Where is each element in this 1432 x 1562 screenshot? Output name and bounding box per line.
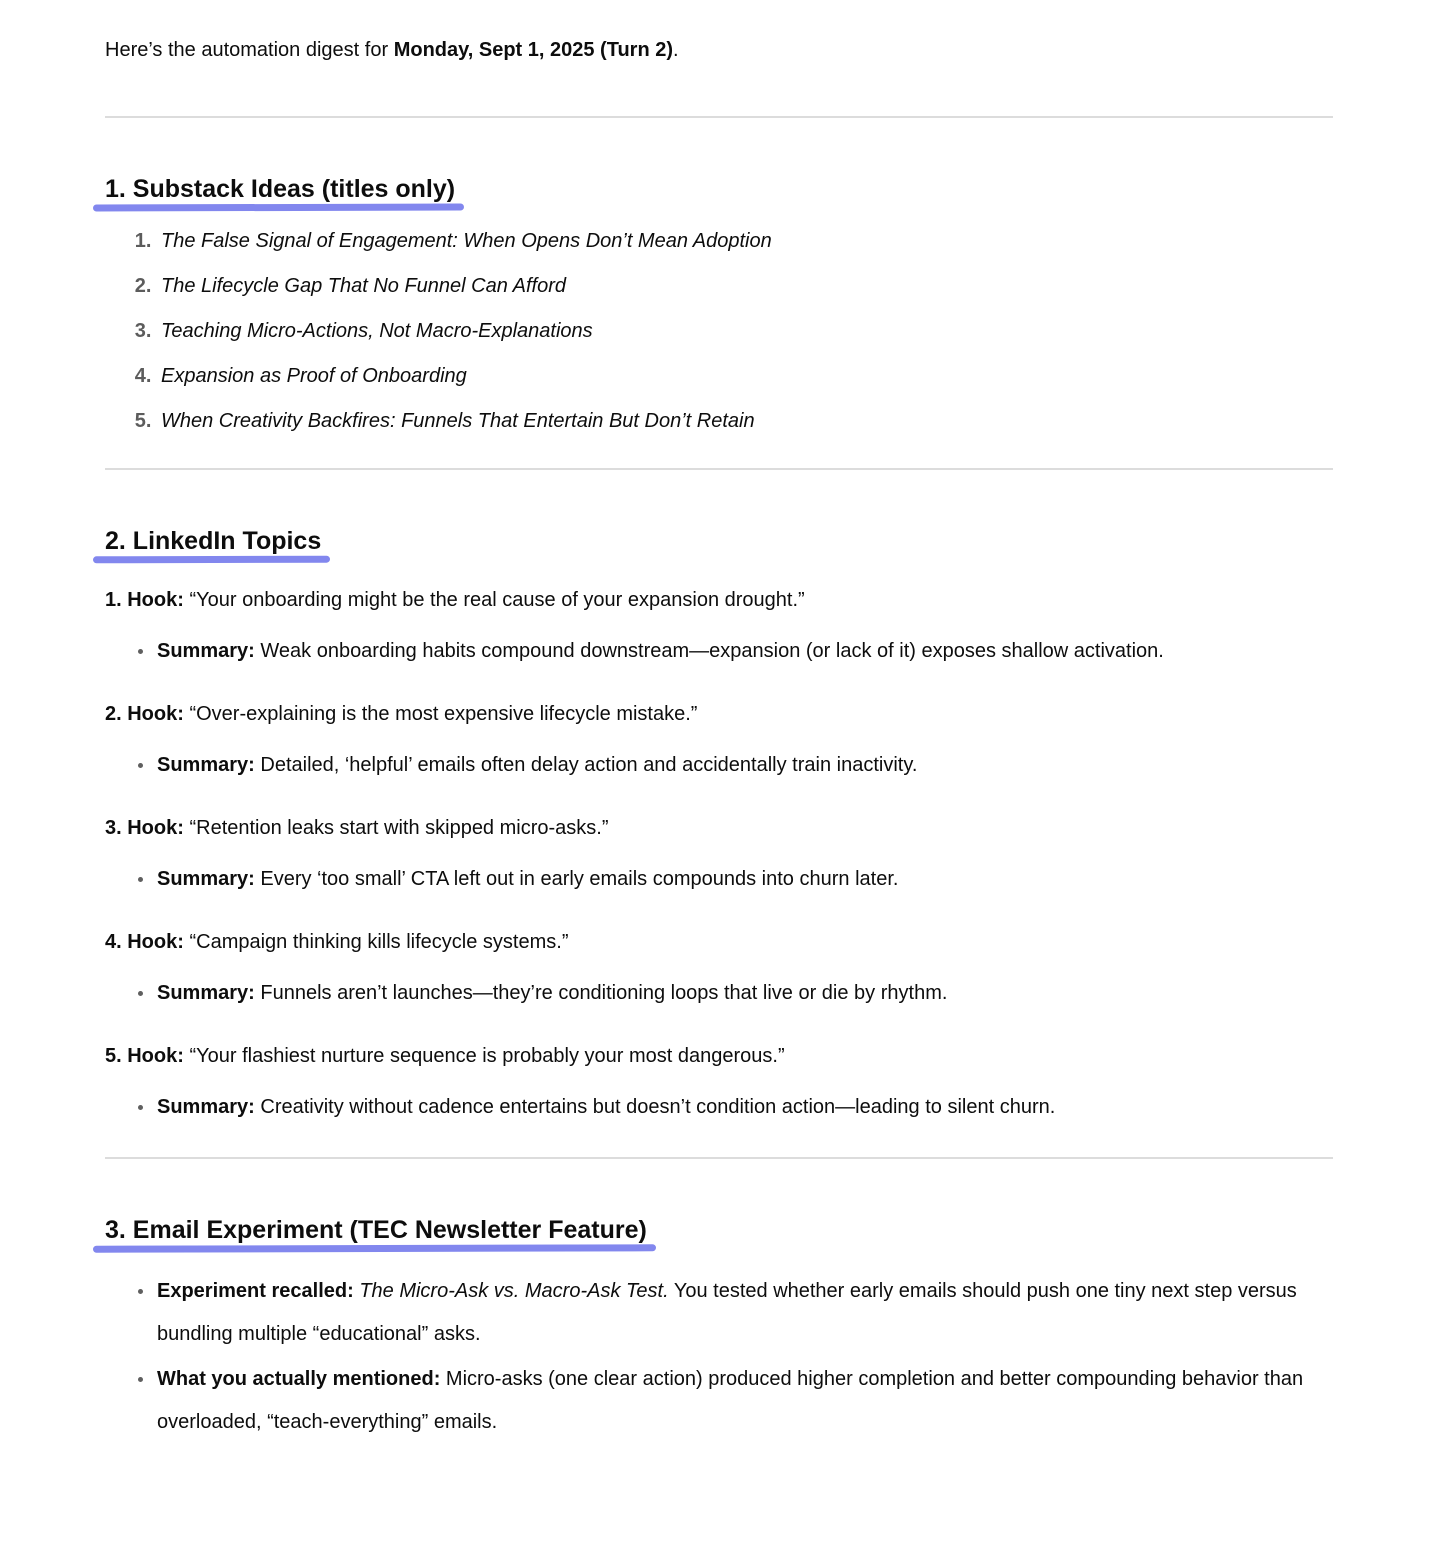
- experiment-label: Experiment recalled:: [157, 1280, 354, 1302]
- experiment-label: What you actually mentioned:: [157, 1368, 441, 1390]
- idea-title: Teaching Micro-Actions, Not Macro-Explanations: [161, 320, 593, 342]
- section-heading-text: 1. Substack Ideas (titles only): [105, 175, 456, 203]
- summary-label: Summary:: [157, 754, 255, 776]
- summary-text: Detailed, ‘helpful’ emails often delay action and accidentally train inactivity.: [260, 754, 918, 776]
- summary-item: [155, 1087, 1333, 1127]
- intro-suffix: .: [673, 39, 679, 61]
- experiment-item: [155, 1270, 1333, 1356]
- idea-title: The False Signal of Engagement: When Opens Don’t Mean Adoption: [161, 230, 772, 252]
- section-heading-text: 3. Email Experiment (TEC Newsletter Feature): [105, 1216, 647, 1244]
- list-item: [157, 227, 1333, 256]
- idea-title: Expansion as Proof of Onboarding: [161, 365, 467, 387]
- summary-text: Weak onboarding habits compound downstream—expansion (or lack of it) exposes shallow activation.: [260, 640, 1164, 662]
- summary-label: Summary:: [157, 982, 255, 1004]
- hook-label: 5. Hook:: [105, 1045, 184, 1067]
- section-heading-experiment: [105, 1214, 647, 1246]
- hook-paragraph: [105, 813, 1333, 843]
- idea-title: When Creativity Backfires: Funnels That Entertain But Don’t Retain: [161, 410, 755, 432]
- experiment-item: [155, 1358, 1333, 1444]
- hook-paragraph: [105, 927, 1333, 957]
- hook-label: 1. Hook:: [105, 589, 184, 611]
- intro-paragraph: [105, 36, 1333, 64]
- list-item: [157, 407, 1333, 436]
- summary-label: Summary:: [157, 640, 255, 662]
- intro-prefix: Here’s the automation digest for: [105, 39, 394, 61]
- experiment-text: Micro-asks (one clear action) produced higher completion and better compounding behavior than overloaded, “teach-everything” emails.: [157, 1368, 1304, 1433]
- heading-underline: [93, 204, 464, 212]
- hook-paragraph: [105, 699, 1333, 729]
- hook-label: 4. Hook:: [105, 931, 184, 953]
- idea-title: The Lifecycle Gap That No Funnel Can Afford: [161, 275, 567, 297]
- heading-underline: [93, 556, 330, 564]
- hook-summary-list: [105, 631, 1333, 671]
- hook-label: 2. Hook:: [105, 703, 184, 725]
- section-email-experiment: [105, 1159, 1333, 1444]
- hook-paragraph: [105, 1041, 1333, 1071]
- experiment-test-name: The Micro-Ask vs. Macro-Ask Test.: [359, 1280, 669, 1302]
- summary-item: [155, 973, 1333, 1013]
- summary-text: Funnels aren’t launches—they’re conditioning loops that live or die by rhythm.: [260, 982, 948, 1004]
- hook-quote: “Campaign thinking kills lifecycle systems.”: [189, 931, 569, 953]
- substack-ideas-list: [105, 227, 1333, 436]
- section-heading-text: 2. LinkedIn Topics: [105, 527, 322, 555]
- hook-summary-list: [105, 859, 1333, 899]
- hook-summary-list: [105, 973, 1333, 1013]
- summary-text: Every ‘too small’ CTA left out in early emails compounds into churn later.: [260, 868, 899, 890]
- summary-label: Summary:: [157, 868, 255, 890]
- section-heading-substack: [105, 173, 455, 205]
- experiment-bullet-list: [105, 1270, 1333, 1444]
- summary-text: Creativity without cadence entertains but doesn’t condition action—leading to silent churn.: [260, 1096, 1056, 1118]
- list-item: [157, 362, 1333, 391]
- list-item: [157, 317, 1333, 346]
- summary-label: Summary:: [157, 1096, 255, 1118]
- summary-item: [155, 859, 1333, 899]
- hook-label: 3. Hook:: [105, 817, 184, 839]
- experiment-text: You tested whether early emails should push one tiny next step versus bundling multiple “educational” asks.: [157, 1280, 1297, 1345]
- hook-summary-list: [105, 745, 1333, 785]
- heading-underline: [93, 1244, 656, 1252]
- hook-quote: “Over-explaining is the most expensive lifecycle mistake.”: [189, 703, 698, 725]
- intro-date: Monday, Sept 1, 2025 (Turn 2): [393, 39, 674, 61]
- list-item: [157, 272, 1333, 301]
- section-heading-linkedin: [105, 525, 321, 557]
- hook-quote: “Retention leaks start with skipped micro-asks.”: [189, 817, 609, 839]
- summary-item: [155, 745, 1333, 785]
- hook-paragraph: [105, 585, 1333, 615]
- section-substack-ideas: [105, 118, 1333, 436]
- section-linkedin-topics: [105, 470, 1333, 1127]
- hook-quote: “Your flashiest nurture sequence is probably your most dangerous.”: [189, 1045, 785, 1067]
- hook-quote: “Your onboarding might be the real cause of your expansion drought.”: [189, 589, 805, 611]
- summary-item: [155, 631, 1333, 671]
- hook-summary-list: [105, 1087, 1333, 1127]
